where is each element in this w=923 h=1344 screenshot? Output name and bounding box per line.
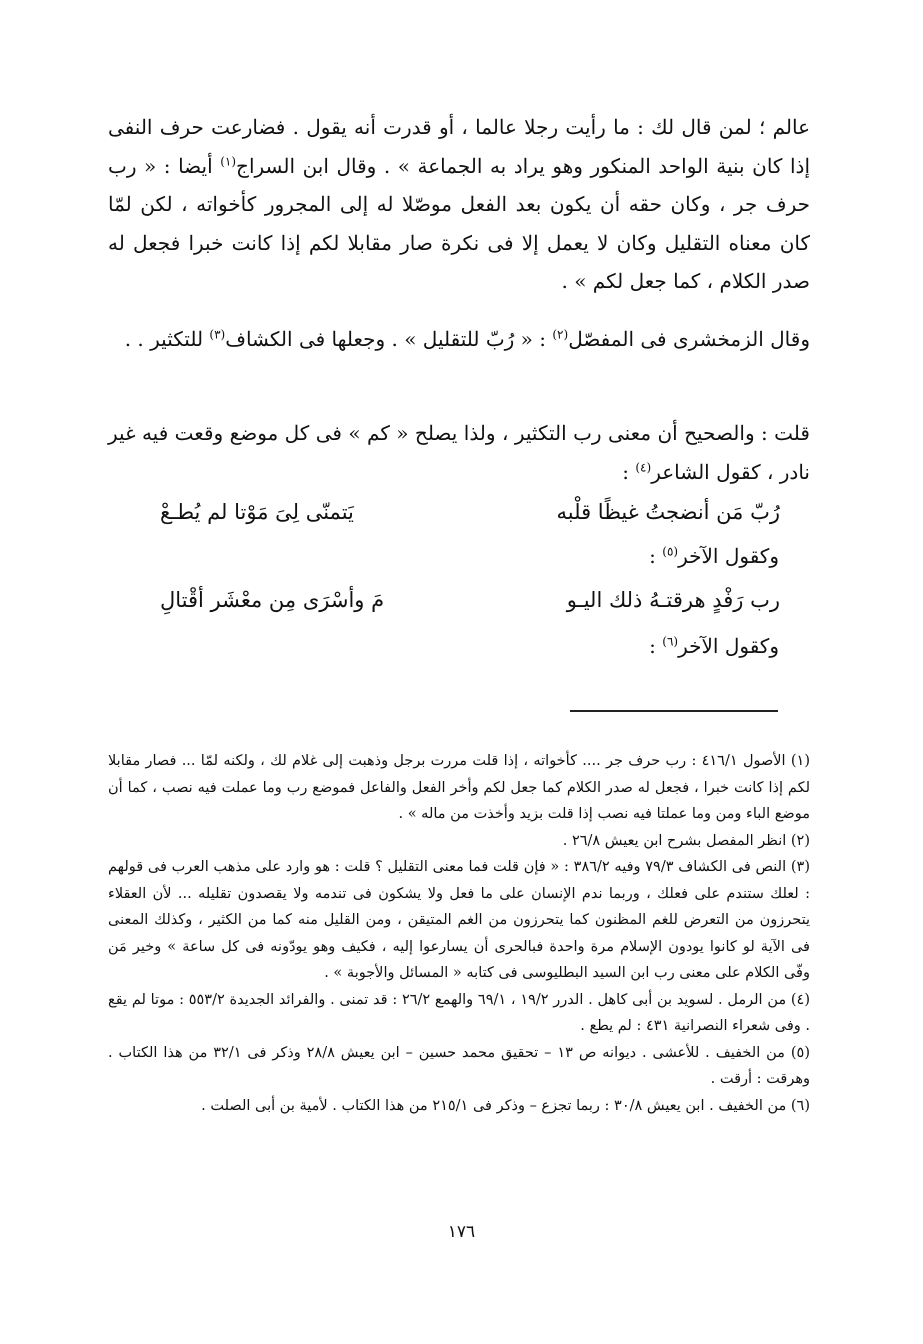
verse-1-first-hemistich: رُبّ مَن أنضجتُ غيظًا قلْبه xyxy=(556,500,780,524)
footnote-ref-4[interactable]: (٤) xyxy=(635,459,652,474)
verse-1 xyxy=(160,494,780,530)
footnotes xyxy=(108,748,810,1119)
verse-2-first-hemistich: رب رَفْدٍ هرقتـهُ ذلك اليـو xyxy=(566,588,780,612)
paragraph-3: قلت : والصحيح أن معنى رب التكثير ، ولذا يصلح « كم » فى كل موضع وقعت فيه غير نادر ، كقول الشاعر$^{(٤)}$ : xyxy=(108,421,810,484)
verse-intro-5: وكقول الآخر$^{(٥)}$ : xyxy=(649,544,779,568)
footnote-6: (٦) من الخفيف . ابن يعيش ٣٠/٨ : ربما تجزع – وذكر فى ٢١٥/١ من هذا الكتاب . لأمية بن أبى الصلت . xyxy=(201,1097,810,1114)
verse-2-second-hemistich: مَ وأسْرَى مِن معْشَر أقْتالِ xyxy=(160,588,385,612)
page-number: ١٧٦ xyxy=(447,1222,476,1242)
footnote-5: (٥) من الخفيف . للأعشى . ديوانه ص ١٣ – تحقيق محمد حسين – ابن يعيش ٢٨/٨ وذكر فى ٣٢/١ من هذا الكتاب . وهرقت : أرقت . xyxy=(108,1044,810,1087)
verse-1-second-hemistich: يَتمنّى لِىَ مَوْتا لم يُطـعْ xyxy=(160,500,354,524)
paragraph-2: وقال الزمخشرى فى المفصّل$^{(٢)}$ : « رُبّ للتقليل » . وجعلها فى الكشاف$^{(٣)}$ للتكثير . . xyxy=(124,327,810,351)
verse-2 xyxy=(160,582,780,618)
footnote-3: (٣) النص فى الكشاف ٧٩/٣ وفيه ٣٨٦/٢ : « فإن قلت فما معنى التقليل ؟ قلت : هو وارد على مذهب العرب فى قولهم : لعلك ستندم على فعلك ، وربما ندم الإنسان على ما فعل ولا يشكون فى تندمه ولا يقصدون تقليله ... لأن العقلاء يتحرزون من التعرض للغم المظنون كما يتحرزون من الغم المتيقن ، ومن القليل منه كما من الكثير ، وكذلك المعنى فى الآية لو كانوا يودون الإسلام مرة واحدة فبالحرى أن يسارعوا إليه ، فكيف وهو يودّونه فى كل ساعة » وخير مَن وفّى الكلام على معنى رب ابن السيد البطليوسى فى كتابه « المسائل والأجوبة » . xyxy=(108,859,810,981)
footnote-separator xyxy=(570,710,778,712)
footnote-ref-5[interactable]: (٥) xyxy=(662,544,679,559)
footnote-2: (٢) انظر المفصل بشرح ابن يعيش ٢٦/٨ . xyxy=(562,832,810,849)
footnote-ref-6[interactable]: (٦) xyxy=(662,634,679,649)
paragraph-1: عالم ؛ لمن قال لك : ما رأيت رجلا عالما ، أو قدرت أنه يقول . فضارعت حرف النفى إذا كان بنية الواحد المنكور وهو يراد به الجماعة » . وقال ابن السراج$^{(١)}$ أيضا : « رب حرف جر ، وكان حقه أن يكون بعد الفعل موصّلا له إلى المجرور كأخواته ، لكن لمّا كان معناه التقليل وكان لا يعمل إلا فى نكرة صار مقابلا لكم إذا كانت خبرا فجعل له صدر الكلام ، كما جعل لكم » . xyxy=(108,115,810,294)
footnote-4: (٤) من الرمل . لسويد بن أبى كاهل . الدرر ١٩/٢ ، ٦٩/١ والهمع ٢٦/٢ : قد تمنى . والفرائد الجديدة ٥٥٣/٢ : موتا لم يقع . وفى شعراء النصرانية ٤٣١ : لم يطع . xyxy=(108,991,810,1034)
footnote-ref-2[interactable]: (٢) xyxy=(552,327,569,342)
footnote-1: (١) الأصول ٤١٦/١ : رب حرف جر .... كأخواته ، إذا قلت مررت برجل وذهبت إلى غلام لك ، ولكنه لمّا ... فصار مقابلا لكم إذا كانت خبرا ، فجعل له صدر الكلام كما جعل لكم وأخر الفعل والفاعل فموضع رب وما عملت فيه نصب ، كما أن موضع الباء ومن وما عملتا فيه نصب إذا قلت بزيد وأخذت من ماله » . xyxy=(108,753,810,822)
footnote-ref-1[interactable]: (١) xyxy=(220,153,237,168)
footnote-ref-3[interactable]: (٣) xyxy=(209,327,226,342)
verse-intro-6: وكقول الآخر$^{(٦)}$ : xyxy=(649,634,779,658)
